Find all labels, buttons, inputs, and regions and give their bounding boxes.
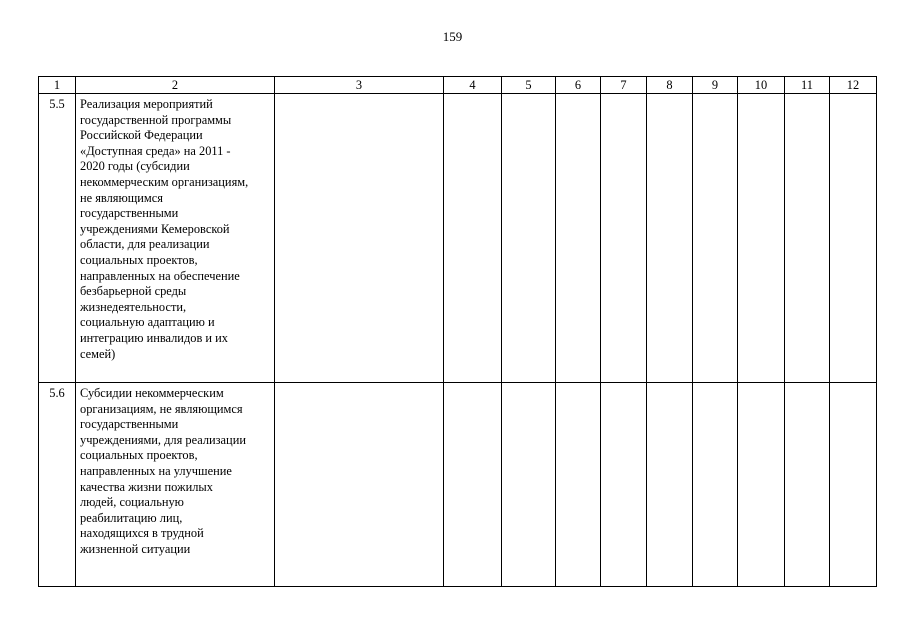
description-line: людей, социальную — [80, 495, 184, 510]
description-line: жизненной ситуации — [80, 541, 191, 556]
cell-col-9 — [693, 383, 738, 587]
description-line: направленных на улучшение — [80, 463, 232, 478]
cell-col-9 — [693, 94, 738, 383]
description-line: социальных проектов, — [80, 252, 198, 267]
description-line: государственной программы — [80, 112, 232, 127]
header-row — [39, 77, 877, 94]
col-header-7: 7 — [601, 77, 647, 94]
row-number: 5.6 — [39, 383, 76, 587]
cell-col-7 — [601, 94, 647, 383]
cell-col-11 — [785, 94, 830, 383]
cell-col-5 — [502, 94, 556, 383]
description-line: социальных проектов, — [80, 448, 198, 463]
col-header-8: 8 — [647, 77, 693, 94]
cell-col-8 — [647, 94, 693, 383]
budget-table — [38, 76, 877, 587]
description-line: безбарьерной среды — [80, 284, 187, 299]
description-line: направленных на обеспечение — [80, 268, 240, 283]
description-line: государственными — [80, 417, 179, 432]
cell-col-4 — [444, 383, 502, 587]
description-line: учреждениями Кемеровской — [80, 221, 230, 236]
description-line: организациям, не являющимся — [80, 401, 243, 416]
cell-col-5 — [502, 383, 556, 587]
row-number: 5.5 — [39, 94, 76, 383]
col-header-3: 3 — [275, 77, 444, 94]
description-line: 2020 годы (субсидии — [80, 159, 190, 174]
description-line: Российской Федерации — [80, 128, 203, 143]
col-header-1: 1 — [39, 77, 76, 94]
cell-col-3 — [275, 383, 444, 587]
cell-col-12 — [830, 383, 877, 587]
description-line: реабилитацию лиц, — [80, 510, 183, 525]
col-header-9: 9 — [693, 77, 738, 94]
col-header-5: 5 — [502, 77, 556, 94]
description-line: качества жизни пожилых — [80, 479, 213, 494]
description-line: государственными — [80, 206, 179, 221]
cell-col-11 — [785, 383, 830, 587]
cell-col-6 — [556, 94, 601, 383]
description-line: учреждениями, для реализации — [80, 432, 246, 447]
cell-col-3 — [275, 94, 444, 383]
cell-col-4 — [444, 94, 502, 383]
description-line: Реализация мероприятий — [80, 97, 213, 111]
description-line: семей) — [80, 346, 116, 361]
col-header-4: 4 — [444, 77, 502, 94]
description-line: не являющимся — [80, 190, 163, 205]
cell-col-10 — [738, 383, 785, 587]
col-header-2: 2 — [76, 77, 275, 94]
description-line: интеграцию инвалидов и их — [80, 330, 228, 345]
description-line: жизнедеятельности, — [80, 299, 187, 314]
row-description — [76, 383, 275, 587]
cell-col-8 — [647, 383, 693, 587]
table-row — [39, 94, 877, 383]
description-line: некоммерческим организациям, — [80, 174, 249, 189]
description-line: находящихся в трудной — [80, 526, 204, 541]
row-description — [76, 94, 275, 383]
cell-col-7 — [601, 383, 647, 587]
description-line: Субсидии некоммерческим — [80, 386, 224, 400]
cell-col-10 — [738, 94, 785, 383]
description-line: «Доступная среда» на 2011 - — [80, 143, 231, 158]
col-header-10: 10 — [738, 77, 785, 94]
col-header-6: 6 — [556, 77, 601, 94]
page-number: 159 — [442, 29, 463, 44]
description-line: социальную адаптацию и — [80, 315, 215, 330]
col-header-12: 12 — [830, 77, 877, 94]
description-line: области, для реализации — [80, 237, 210, 252]
cell-col-12 — [830, 94, 877, 383]
table-row — [39, 383, 877, 587]
col-header-11: 11 — [785, 77, 830, 94]
cell-col-6 — [556, 383, 601, 587]
